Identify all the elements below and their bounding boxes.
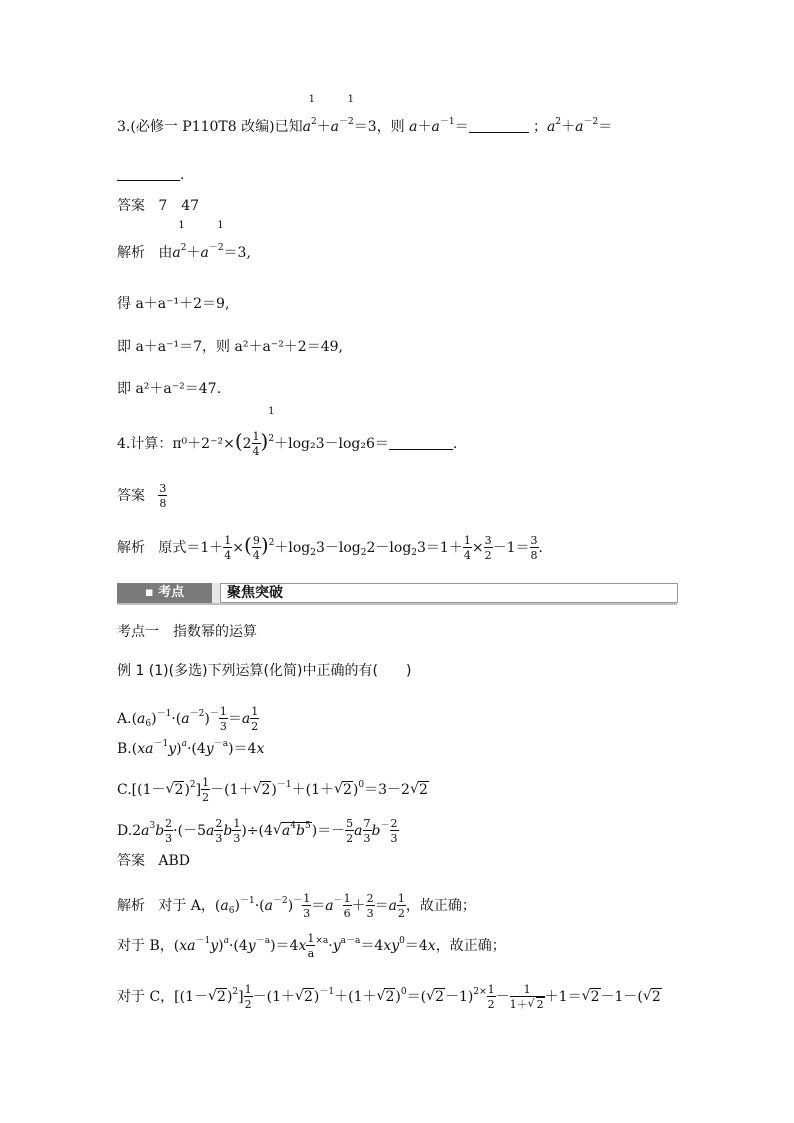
- answer-4: 答案 $\frac{3}{8}$: [117, 482, 167, 510]
- solution-5-line1: 解析 对于 A，$(a_6)^{-1}\cdot(a^{-2})^-$ $\frac{1}{3}$ ＝a－ $\frac{1}{6}$ ＋ $\frac{2}{3}$ ＝a $\frac{1}{2}$ ，故正确；: [117, 892, 476, 920]
- answer-4-fraction: $\frac{3}{8}$: [159, 482, 167, 510]
- option-d: $D.2a^3b$ $\frac{2}{3}$ ·(－5a $\frac{2}{3}$ b $\frac{1}{3}$ )÷(4√ $a^4b^5)=-$ $\frac{5}{2}$ a $\frac{7}{3}$ b－ $\frac{2}{3}$: [117, 818, 399, 844]
- question-3-given: $a^2$ 1 $+a^{-2}$ 1 ＝3: [302, 94, 377, 135]
- question-3: 3.(必修一 P110T8 改编)已知$a^2$ 1 $+a^{-2}$ 1 ＝3，则 $a+a^{-1}=$ ；$a^2+a^{-2}=$: [117, 94, 613, 135]
- section-tab: ▪ 考点: [117, 583, 212, 603]
- answer-label: 答案: [117, 198, 145, 214]
- topic-heading: 考点一 指数幂的运算: [117, 624, 257, 640]
- solution-3-line1: 解析 由$a^2$ 1 $+a^{-2}$ 1 ＝3,: [117, 220, 251, 261]
- question-3-prefix: 3.(必修一 P110T8 改编)已知: [117, 119, 303, 135]
- solution-4: 解析 原式＝1＋ $\frac{1}{4}$ ×( $\frac{9}{4}$ )$^2+\log_23-\log_22-\log_23=1+$ $\frac{1}{4}$ × $\frac{3}{2}$ －1＝ $\frac{3}{8}$ .: [117, 533, 543, 562]
- solution-5-line2: 对于 B，$(xa^{-1}y)^a\cdot(4y^{-a})=4x$ $\frac{1}{a}$ $^{\times a}\cdot y^{a-a}=4xy^0=4x$，故正确；: [117, 932, 506, 960]
- solution-3-line3: 即 a＋a⁻¹＝7，则 a²＋a⁻²＋2＝49,: [117, 339, 343, 355]
- answer-5: 答案 ABD: [117, 853, 190, 869]
- solution-3-line2: 得 a＋a⁻¹＋2＝9,: [117, 296, 230, 312]
- answer-3: [117, 199, 199, 213]
- section-title: 聚焦突破: [220, 583, 678, 603]
- solution-3-line4: 即 a²＋a⁻²＝47.: [117, 381, 222, 397]
- option-b: $B.(xa^{-1}y)^a\cdot(4y^{-a})=4x$: [117, 739, 265, 757]
- example-1-title: 例 1 (1)(多选)下列运算(化简)中正确的有( ): [117, 663, 412, 679]
- solution-label: 解析: [117, 245, 145, 261]
- question-4: 4.计算：π⁰＋2⁻²×(2 $\frac{1}{4}$ )$^2$ 1 ＋log₂3－log₂6＝ .: [117, 406, 458, 458]
- answer-blank-2[interactable]: [117, 180, 180, 181]
- answer-5-value: ABD: [158, 853, 190, 869]
- answer-blank-1[interactable]: [469, 132, 529, 133]
- section-header: [117, 583, 677, 605]
- option-c: C.[(1－√ 2)$^2$] $\frac{1}{2}$ －(1＋√ 2)$^{-1}$＋(1＋√ 2)$^0$＝3－2√ 2: [117, 777, 429, 803]
- option-a: $A.(a_6)^{-1}\cdot(a^{-2})^-$ $\frac{1}{3}$ ＝a $\frac{1}{2}$: [117, 705, 259, 733]
- question-3-line2: .: [117, 168, 184, 182]
- answer-blank-3[interactable]: [389, 449, 453, 450]
- answer-3-value: 7 47: [158, 198, 200, 214]
- solution-5-line3: 对于 C，[(1－√ 2)$^2$] $\frac{1}{2}$ －(1＋√ 2)$^{-1}$＋(1＋√ 2)$^0$＝(√ 2－1)$^{2\times}$ $\frac{1}{2}$ － $\frac{1}{1+√ 2}$ ＋1＝√ 2－1－(√ 2: [117, 984, 662, 1010]
